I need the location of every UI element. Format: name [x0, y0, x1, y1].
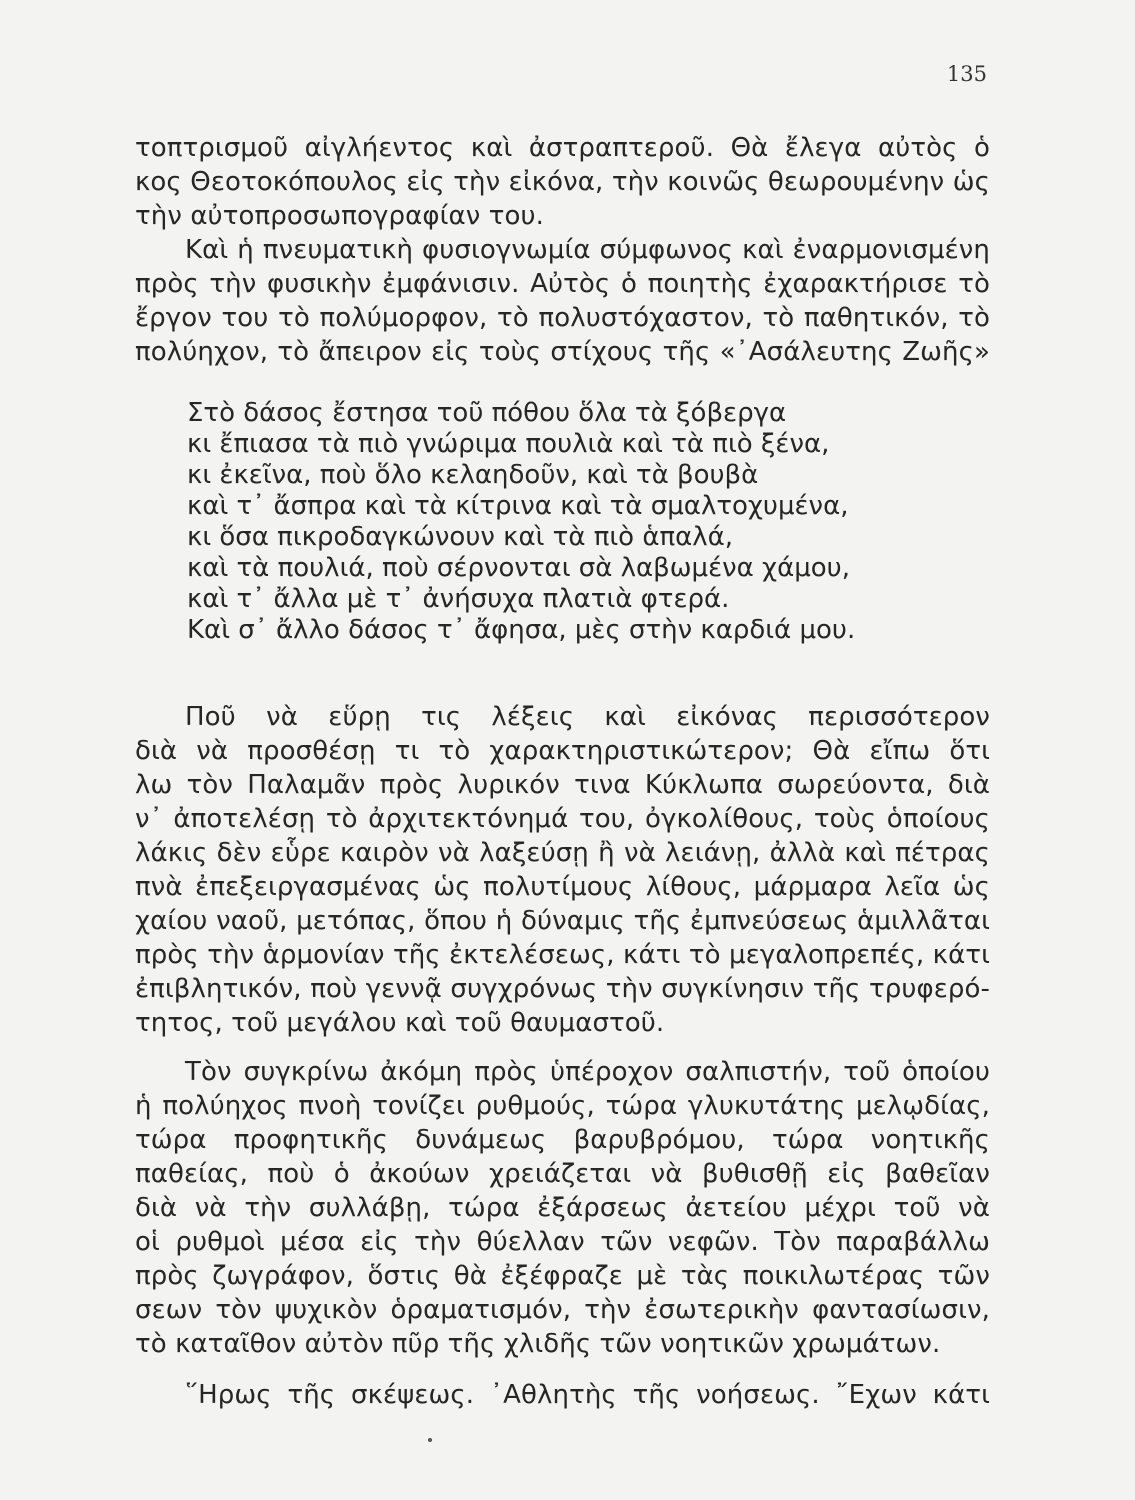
text-line: ῞Ηρως τῆς σκέψεως. ᾿Αθλητὴς τῆς νοήσεως. ῎Εχων κάτι [185, 1380, 990, 1410]
text-line: τώρα προφητικῆς δυνάμεως βαρυβρόμου, τώρα νοητικῆς [135, 1125, 990, 1155]
verse-line: καὶ τ᾿ ἄσπρα καὶ τὰ κίτρινα καὶ τὰ σμαλτοχυμένα, [187, 491, 849, 521]
text-line: διὰ νὰ τὴν συλλάβῃ, τώρα ἐξάρσεως ἀετείου μέχρι τοῦ νὰ [135, 1193, 990, 1223]
text-line: χαίου ναοῦ, μετόπας, ὅπου ἡ δύναμις τῆς ἐμπνεύσεως ἁμιλλᾶται [135, 906, 990, 936]
verse-line: Καὶ σ᾿ ἄλλο δάσος τ᾿ ἄφησα, μὲς στὴν καρδιά μου. [187, 615, 856, 645]
text-line: Τὸν συγκρίνω ἀκόμη πρὸς ὑπέροχον σαλπιστήν, τοῦ ὁποίου [185, 1057, 990, 1087]
text-line: σεων τὸν ψυχικὸν ὁραματισμόν, τὴν ἐσωτερικὴν φαντασίωσιν, [135, 1295, 990, 1325]
paragraph-1 [135, 131, 990, 233]
text-line: διὰ νὰ προσθέσῃ τι τὸ χαρακτηριστικώτερον; Θὰ εἴπω ὅτι [135, 736, 990, 766]
text-line: ἐπιβλητικόν, ποὺ γεννᾷ συγχρόνως τὴν συγκίνησιν τῆς τρυφερό- [135, 974, 990, 1004]
text-line: ἔργον του τὸ πολύμορφον, τὸ πολυστόχαστον, τὸ παθητικόν, τὸ [135, 303, 990, 333]
verse-line: κι ἐκεῖνα, ποὺ ὅλο κελαηδοῦν, καὶ τὰ βουβὰ [187, 460, 759, 490]
verse-line: καὶ τὰ πουλιά, ποὺ σέρνονται σὰ λαβωμένα χάμου, [187, 553, 850, 583]
verse-line: Στὸ δάσος ἔστησα τοῦ πόθου ὅλα τὰ ξόβεργα [187, 398, 787, 428]
text-line: πολύηχον, τὸ ἄπειρον εἰς τοὺς στίχους τῆς «᾿Ασάλευτης Ζωῆς» [135, 337, 990, 367]
verse-quotation [187, 398, 855, 646]
text-line: Ποῦ νὰ εὕρῃ τις λέξεις καὶ εἰκόνας περισσότερον [185, 702, 990, 732]
text-line: πρὸς ζωγράφον, ὅστις θὰ ἐξέφραζε μὲ τὰς ποικιλωτέρας τῶν [135, 1261, 990, 1291]
text-line: ἡ πολύηχος πνοὴ τονίζει ρυθμούς, τώρα γλυκυτάτης μελῳδίας, [135, 1091, 990, 1121]
text-line: πρὸς τὴν ἁρμονίαν τῆς ἐκτελέσεως, κάτι τὸ μεγαλοπρεπές, κάτι [135, 940, 990, 970]
text-line: ν᾿ ἀποτελέσῃ τὸ ἀρχιτεκτόνημά του, ὀγκολίθους, τοὺς ὁποίους [135, 804, 990, 834]
text-line: λάκις δὲν εὗρε καιρὸν νὰ λαξεύσῃ ἢ νὰ λειάνῃ, ἀλλὰ καὶ πέτρας [135, 838, 990, 868]
ink-speck [428, 1438, 432, 1442]
text-line: πρὸς τὴν φυσικὴν ἐμφάνισιν. Αὐτὸς ὁ ποιητὴς ἐχαρακτήρισε τὸ [135, 269, 990, 299]
paragraph-2 [135, 233, 990, 369]
paragraph-5 [135, 1378, 990, 1412]
verse-line: κι ὅσα πικροδαγκώνουν καὶ τὰ πιὸ ἁπαλά, [187, 522, 734, 552]
paragraph-3 [135, 700, 990, 1040]
text-line: πνὰ ἐπεξειργασμένας ὡς πολυτίμους λίθους, μάρμαρα λεῖα ὡς [135, 872, 990, 902]
text-line: οἱ ρυθμοὶ μέσα εἰς τὴν θύελλαν τῶν νεφῶν. Τὸν παραβάλλω [135, 1227, 990, 1257]
text-line: τοπτρισμοῦ αἰγλήεντος καὶ ἀστραπτεροῦ. Θὰ ἔλεγα αὐτὸς ὁ [135, 133, 990, 163]
page-number: 135 [946, 62, 987, 86]
verse-line: καὶ τ᾿ ἄλλα μὲ τ᾿ ἀνήσυχα πλατιὰ φτερά. [187, 584, 730, 614]
text-line: τὴν αὐτοπροσωπογραφίαν του. [135, 201, 545, 231]
text-line: Καὶ ἡ πνευματικὴ φυσιογνωμία σύμφωνος καὶ ἐναρμονισμένη [185, 235, 990, 265]
text-line: τὸ καταῖθον αὐτὸν πῦρ τῆς χλιδῆς τῶν νοητικῶν χρωμάτων. [135, 1329, 941, 1359]
paragraph-4 [135, 1055, 990, 1361]
text-line: παθείας, ποὺ ὁ ἀκούων χρειάζεται νὰ βυθισθῇ εἰς βαθεῖαν [135, 1159, 990, 1189]
text-line: τητος, τοῦ μεγάλου καὶ τοῦ θαυμαστοῦ. [135, 1008, 665, 1038]
text-line: κος Θεοτοκόπουλος εἰς τὴν εἰκόνα, τὴν κοινῶς θεωρουμένην ὡς [135, 167, 990, 197]
verse-line: κι ἔπιασα τὰ πιὸ γνώριμα πουλιὰ καὶ τὰ πιὸ ξένα, [187, 429, 830, 459]
text-line: λω τὸν Παλαμᾶν πρὸς λυρικόν τινα Κύκλωπα σωρεύοντα, διὰ [135, 770, 990, 800]
